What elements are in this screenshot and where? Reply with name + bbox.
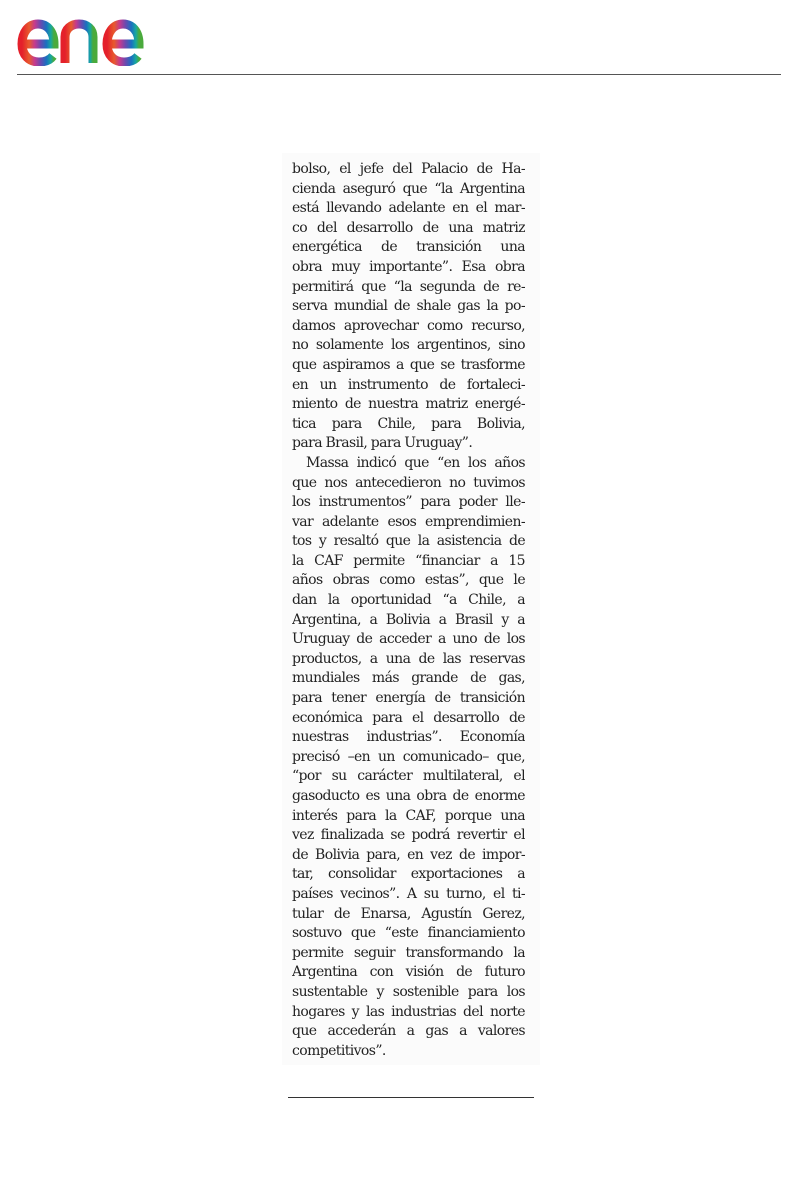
article-line: cienda aseguró que “la Argentina <box>292 180 525 197</box>
footer-divider <box>288 1097 534 1098</box>
article-line: bolso, el jefe del Palacio de Ha- <box>292 161 525 177</box>
article-line: no solamente los argentinos, sino <box>292 337 525 354</box>
article-line: que aspiramos a que se trasforme <box>292 356 525 373</box>
article-line: gasoducto es una obra de enorme <box>292 788 525 804</box>
article-line: serva mundial de shale gas la po- <box>292 298 525 315</box>
article-line: “por su carácter multilateral, el <box>292 768 525 785</box>
article-line: dan la oportunidad “a Chile, a <box>292 592 525 609</box>
article-line: tar, consolidar exportaciones a <box>292 866 525 883</box>
header-divider <box>17 74 781 75</box>
article-line: Uruguay de acceder a uno de los <box>292 631 525 648</box>
article-column <box>292 160 525 1061</box>
article-line: que accederán a gas a valores <box>292 1023 525 1040</box>
article-line: permite seguir transformando la <box>292 944 525 961</box>
article-line: energética de transición una <box>292 239 525 256</box>
article-line: sostuvo que “este financiamiento <box>292 925 525 942</box>
article-line: damos aprovechar como recurso, <box>292 317 525 334</box>
article-line: productos, a una de las reservas <box>292 650 525 667</box>
article-line: miento de nuestra matriz energé- <box>292 396 525 413</box>
article-line: interés para la CAF, porque una <box>292 807 525 824</box>
article-line: obra muy importante”. Esa obra <box>292 258 525 275</box>
article-line: en un instrumento de fortaleci- <box>292 376 525 393</box>
article-line: de Bolivia para, en vez de impor- <box>292 846 525 863</box>
article-line: está llevando adelante en el mar- <box>292 200 525 217</box>
article-line: hogares y las industrias del norte <box>292 1003 525 1020</box>
page-header <box>0 0 800 76</box>
article-line: vez finalizada se podrá revertir el <box>292 827 525 844</box>
article-line: co del desarrollo de una matriz <box>292 219 525 236</box>
article-line: años obras como estas”, que le <box>292 572 525 589</box>
article-line: mundiales más grande de gas, <box>292 670 525 687</box>
article-line: nuestras industrias”. Economía <box>292 729 525 746</box>
article-line: permitirá que “la segunda de re- <box>292 278 525 295</box>
article-line: que nos antecedieron no tuvimos <box>292 474 525 491</box>
article-line: países vecinos”. A su turno, el ti- <box>292 885 525 902</box>
article-line: Massa indicó que “en los años <box>306 454 525 471</box>
article-line: para Brasil, para Uruguay”. <box>292 435 473 452</box>
article-line: sustentable y sostenible para los <box>292 983 525 1000</box>
article-line: competitivos”. <box>292 1042 386 1059</box>
enel-logo <box>17 6 179 66</box>
enel-logo-icon <box>17 6 179 66</box>
article-line: la CAF permite “financiar a 15 <box>292 552 525 569</box>
article-line: tos y resaltó que la asistencia de <box>292 533 525 550</box>
article-line: económica para el desarrollo de <box>292 709 525 726</box>
article-line: tica para Chile, para Bolivia, <box>292 415 525 432</box>
article-line: var adelante esos emprendimien- <box>292 513 525 530</box>
article-line: para tener energía de transición <box>292 690 525 707</box>
article-line: Argentina, a Bolivia a Brasil y a <box>292 611 525 628</box>
article-line: los instrumentos” para poder lle- <box>292 494 525 511</box>
article-line: tular de Enarsa, Agustín Gerez, <box>292 905 525 922</box>
article-line: precisó –en un comunicado– que, <box>292 748 525 765</box>
article-line: Argentina con visión de futuro <box>292 964 525 981</box>
